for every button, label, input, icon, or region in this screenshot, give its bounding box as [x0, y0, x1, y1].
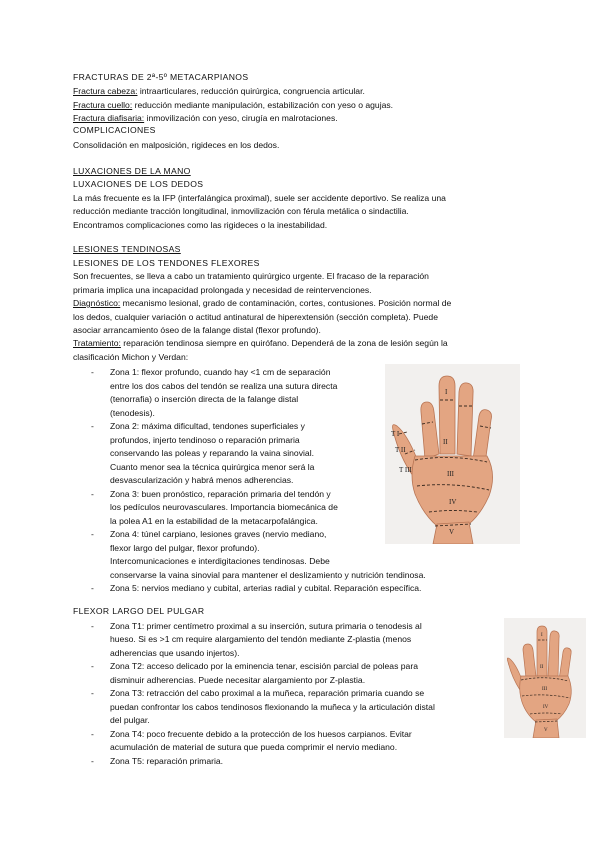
term-label: Fractura diafisaria:	[73, 113, 145, 123]
list-item-line: Zona 2: máxima dificultad, tendones superficiales y	[110, 421, 305, 431]
list-bullet: -	[91, 529, 94, 539]
zone-label: I	[445, 388, 448, 396]
list-item-line: (tenodesis).	[110, 408, 155, 418]
zone-label: IV	[449, 498, 457, 506]
paragraph-line: reducción mediante tracción longitudinal, inmovilización con férula metálica o sindactilia.	[73, 206, 409, 216]
term-text: intraarticulares, reducción quirúrgica, congruencia articular.	[137, 86, 365, 96]
term-text: reparación tendinosa siempre en quirófano. Dependerá de la zona de lesión según la	[120, 338, 448, 348]
list-item-line: Intercomunicaciones e interdigitaciones tendinosas. Debe	[110, 556, 330, 566]
list-item-line: adherencias que usando injertos).	[110, 648, 240, 658]
zone-label: T III	[399, 466, 412, 474]
hand-flexor-zones-figure	[385, 364, 520, 544]
term-text: inmovilización con yeso, cirugía en malrotaciones.	[144, 113, 338, 123]
term-label: Diagnóstico:	[73, 298, 121, 308]
subsection-title-luxaciones-dedos: LUXACIONES DE LOS DEDOS	[73, 179, 204, 189]
term-text: mecanismo lesional, grado de contaminación, cortes, contusiones. Posición normal de	[120, 298, 452, 308]
list-item-line: conservarse la vaina sinovial para mantener el deslizamiento y nutrición tendinosa.	[110, 570, 426, 580]
zone-label: V	[544, 728, 548, 733]
ring-finger-shape	[457, 383, 473, 456]
list-bullet: -	[91, 489, 94, 499]
list-item-line: conservando las poleas y reparando la vaina sinovial.	[110, 448, 314, 458]
list-item-line: Zona 4: túnel carpiano, lesiones graves (nervio mediano,	[110, 529, 327, 539]
list-bullet: -	[91, 688, 94, 698]
list-item-line: Cuanto menor sea la técnica quirúrgica menor será la	[110, 462, 315, 472]
list-bullet: -	[91, 421, 94, 431]
term-label: Fractura cabeza:	[73, 86, 138, 96]
paragraph-line: Encontramos complicaciones como las rigideces o la inestabilidad.	[73, 220, 328, 230]
list-item-line: acumulación de material de sutura que pueda comprimir el nervio mediano.	[110, 742, 398, 752]
zone-label: V	[449, 528, 455, 536]
paragraph-line: asociar arrancamiento óseo de la falange distal (flexor profundo).	[73, 325, 321, 335]
section-title-fracturas: FRACTURAS DE 2ª-5º METACARPIANOS	[73, 72, 249, 82]
fractura-diafisaria-line	[73, 113, 338, 124]
ring-finger-shape	[548, 631, 559, 678]
term-label: Fractura cuello:	[73, 100, 133, 110]
section-title-luxaciones: LUXACIONES DE LA MANO	[73, 166, 191, 176]
list-item-line: puedan confrontar los cabos tendinosos flexionando la muñeca y la articulación distal	[110, 702, 435, 712]
list-item-line: desvascularización y habrá menos adherencias.	[110, 475, 294, 485]
paragraph-line: Son frecuentes, se lleva a cabo un tratamiento quirúrgico urgente. El fracaso de la reparación	[73, 271, 429, 281]
section-title-flexor-largo-pulgar: FLEXOR LARGO DEL PULGAR	[73, 606, 205, 616]
zone-label: III	[447, 470, 454, 478]
section-title-lesiones-tendinosas: LESIONES TENDINOSAS	[73, 244, 181, 254]
fractura-cabeza-line	[73, 86, 365, 97]
tratamiento-line	[73, 338, 448, 349]
list-item-line: Zona 5: nervios mediano y cubital, arterias radial y cubital. Reparación específica.	[110, 583, 422, 593]
paragraph-line: los dedos, cualquier variación o actitud antinatural de hiperextensión (sección completa). Puede	[73, 312, 438, 322]
term-text: reducción mediante manipulación, estabilización con yeso o agujas.	[132, 100, 394, 110]
term-label: Tratamiento:	[73, 338, 121, 348]
list-item-line: (tenorrafia) o inserción directa de la falange distal	[110, 394, 299, 404]
subsection-title-tendones-flexores: LESIONES DE LOS TENDONES FLEXORES	[73, 258, 260, 268]
zone-label: I	[541, 633, 543, 638]
list-item-line: Zona T2: acceso delicado por la eminencia tenar, escisión parcial de poleas para	[110, 661, 418, 671]
paragraph-line: primaria implica una incapacidad prolongada y necesidad de reintervenciones.	[73, 285, 372, 295]
zone-label: T II	[395, 446, 406, 454]
list-item-line: flexor largo del pulgar, flexor profundo).	[110, 543, 260, 553]
list-item-line: Zona 1: flexor profundo, cuando hay <1 cm de separación	[110, 367, 331, 377]
paragraph-line: clasificación Michon y Verdan:	[73, 352, 189, 362]
paragraph-line: Consolidación en malposición, rigideces en los dedos.	[73, 140, 280, 150]
list-item-line: hueso. Si es >1 cm require alargamiento del tendón mediante Z-plastia (menos	[110, 634, 412, 644]
list-item-line: del pulgar.	[110, 715, 150, 725]
list-item-line: Zona T4: poco frecuente debido a la protección de los huesos carpianos. Evitar	[110, 729, 412, 739]
list-bullet: -	[91, 729, 94, 739]
list-item-line: disminuir adherencias. Puede necesitar alargamiento por Z-plastia.	[110, 675, 366, 685]
list-item-line: entre los dos cabos del tendón se realiza una sutura directa	[110, 381, 338, 391]
list-item-line: Zona T3: retracción del cabo proximal a la muñeca, reparación primaria cuando se	[110, 688, 425, 698]
list-bullet: -	[91, 621, 94, 631]
zone-label: T I	[391, 430, 400, 438]
hand-thumb-zones-figure	[504, 618, 586, 738]
diagnostico-line	[73, 298, 451, 309]
paragraph-line: La más frecuente es la IFP (interfalángica proximal), suele ser accidente deportivo. Se realiza una	[73, 193, 446, 203]
list-bullet: -	[91, 661, 94, 671]
subsection-title-complicaciones: COMPLICACIONES	[73, 125, 156, 135]
zone-label: III	[542, 687, 547, 692]
list-bullet: -	[91, 756, 94, 766]
zone-label: II	[540, 665, 544, 670]
list-item-line: Zona T5: reparación primaria.	[110, 756, 224, 766]
list-item-line: Zona T1: primer centímetro proximal a su inserción, sutura primaria o tenodesis al	[110, 621, 422, 631]
zone-label: II	[443, 438, 448, 446]
list-item-line: la polea A1 en la estabilidad de la metacarpofalángica.	[110, 516, 318, 526]
list-item-line: los pedículos neurovasculares. Importancia biomecánica de	[110, 502, 338, 512]
list-item-line: Zona 3: buen pronóstico, reparación primaria del tendón y	[110, 489, 331, 499]
zone-label: IV	[543, 705, 549, 710]
list-bullet: -	[91, 583, 94, 593]
fractura-cuello-line	[73, 100, 393, 111]
list-bullet: -	[91, 367, 94, 377]
list-item-line: profundos, injerto tendinoso o reparación primaria	[110, 435, 300, 445]
